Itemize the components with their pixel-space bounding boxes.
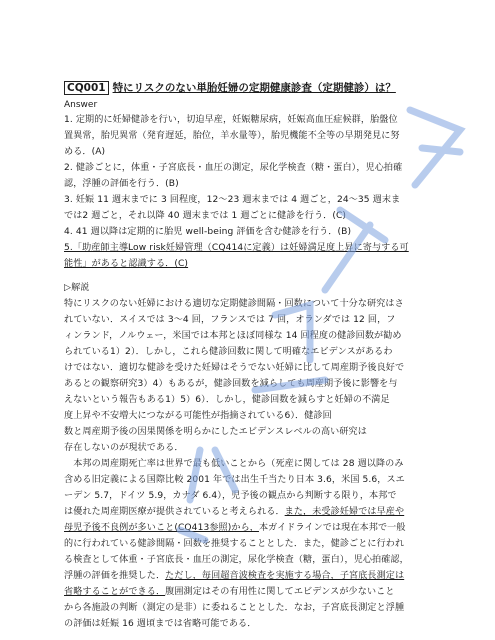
commentary-line: 本邦の周産期死亡率は世界で最も低いことから（死産に関しては 28 週以降のみ — [64, 459, 404, 469]
answer-line: 1. 定期的に妊婦健診を行い，切迫早産，妊娠糖尿病，妊娠高血圧症候群，胎盤位 — [64, 115, 398, 125]
commentary-line: から各施設の判断（測定の是非）に委ねることとした．なお，子宮底長測定と浮腫 — [64, 603, 405, 613]
commentary-line — [64, 584, 395, 600]
commentary-line: 的に行われている健診間隔・回数を推奨することとした．また，健診ごとに行われ — [64, 539, 405, 549]
commentary-line: の評価は妊娠 16 週頃までは省略可能である． — [64, 619, 257, 629]
underlined-text: また，未受診妊婦では早産や — [284, 507, 405, 517]
answer-line: 置異常，胎児異常（発育遅延，胎位，羊水量等），胎児機能不全等の早期発見に努 — [64, 131, 400, 141]
answer-line: 3. 妊娠 11 週末までに 3 回程度，12～23 週末までは 4 週ごと，24～35 週末ま — [64, 195, 401, 205]
answer-line: 4. 41 週以降は定期的に胎児 well-being 評価を含む健診を行う．(B) — [64, 227, 352, 237]
commentary-line: 度上昇や不安増大につながる可能性が指摘されている6）．健診回 — [64, 411, 332, 421]
answer-line-5b: 能性」があると認識する．(C) — [64, 259, 189, 269]
answer-line-5a: 5.「助産師主導Low risk妊婦管理（CQ414に定義）は妊婦満足度上昇に寄与する可 — [64, 243, 409, 253]
commentary-line: 存在しないのが現状である． — [64, 443, 184, 453]
commentary-line: る検査として体重・子宮底長・血圧の測定，尿化学検査（糖，蛋白），児心拍確認， — [64, 555, 409, 565]
underlined-text: ただし，毎回超音波検査を実施する場合，子宮底長測定は — [165, 571, 405, 581]
question-text: 特にリスクのない単胎妊婦の定期健康診査（定期健診）は？ — [112, 82, 396, 94]
answer-line: では2 週ごと，それ以降 40 週末までは 1 週ごとに健診を行う．(C) — [64, 211, 347, 221]
commentary-label: ▷解説 — [64, 283, 90, 293]
commentary-text: 浮腫の評価を推奨した． — [64, 571, 166, 581]
commentary-line: ーデン 5.7，ドイツ 5.9，カナダ 6.4），児予後の観点から判断する限り，本邦で — [64, 491, 397, 501]
commentary-line: あるとの観察研究3）4）もあるが，健診回数を減らしても周産期予後に影響を与 — [64, 379, 398, 389]
commentary-line: られている1）2）．しかし，これら健診回数に関して明確なエビデンスがあるわ — [64, 347, 393, 357]
commentary-line — [64, 504, 404, 520]
commentary-text: 腹囲測定はその有用性に関してエビデンスが少ないこと — [165, 587, 395, 597]
commentary-text: 本ガイドラインでは現在本邦で一般 — [258, 523, 406, 533]
commentary-line: 含める旧定義による国際比較 2001 年では出生千当たり日本 3.6，米国 5.6，スエ — [64, 475, 405, 485]
commentary-text: は優れた周産期医療が提供されていると考えられる． — [64, 507, 285, 517]
commentary-line: けではない．適切な健診を受けた妊婦はそうでない妊婦に比して周産期予後良好で — [64, 363, 405, 373]
question-title — [64, 80, 396, 95]
commentary-line: れていない．スイスでは 3～4 回，フランスでは 7 回，オランダでは 12 回，フ — [64, 315, 396, 325]
answer-label: Answer — [64, 100, 98, 110]
commentary-line: 数と周産期予後の因果関係を明らかにしたエビデンスレベルの高い研究は — [64, 427, 367, 437]
commentary-line — [64, 520, 406, 536]
underlined-text: 省略することができる． — [64, 587, 166, 597]
commentary-line — [64, 568, 404, 584]
commentary-line: 特にリスクのない妊婦における適切な定期健診間隔・回数について十分な研究はさ — [64, 299, 404, 309]
commentary-line: えないという報告もある1）5）6）．しかし，健診回数を減らすと妊婦の不満足 — [64, 395, 390, 405]
answer-line: 2. 健診ごとに，体重・子宮底長・血圧の測定，尿化学検査（糖・蛋白），児心拍確 — [64, 163, 403, 173]
underlined-text: 母児予後不良例が多いこと(CQ413参照)から， — [64, 523, 259, 533]
answer-line: める．(A) — [64, 147, 106, 157]
answer-line: 認，浮腫の評価を行う．(B) — [64, 179, 179, 189]
commentary-line: ィンランド，ノルウェー，米国では本邦とほぼ同様な 14 回程度の健診回数が勧め — [64, 331, 402, 341]
question-code: CQ001 — [64, 81, 109, 95]
